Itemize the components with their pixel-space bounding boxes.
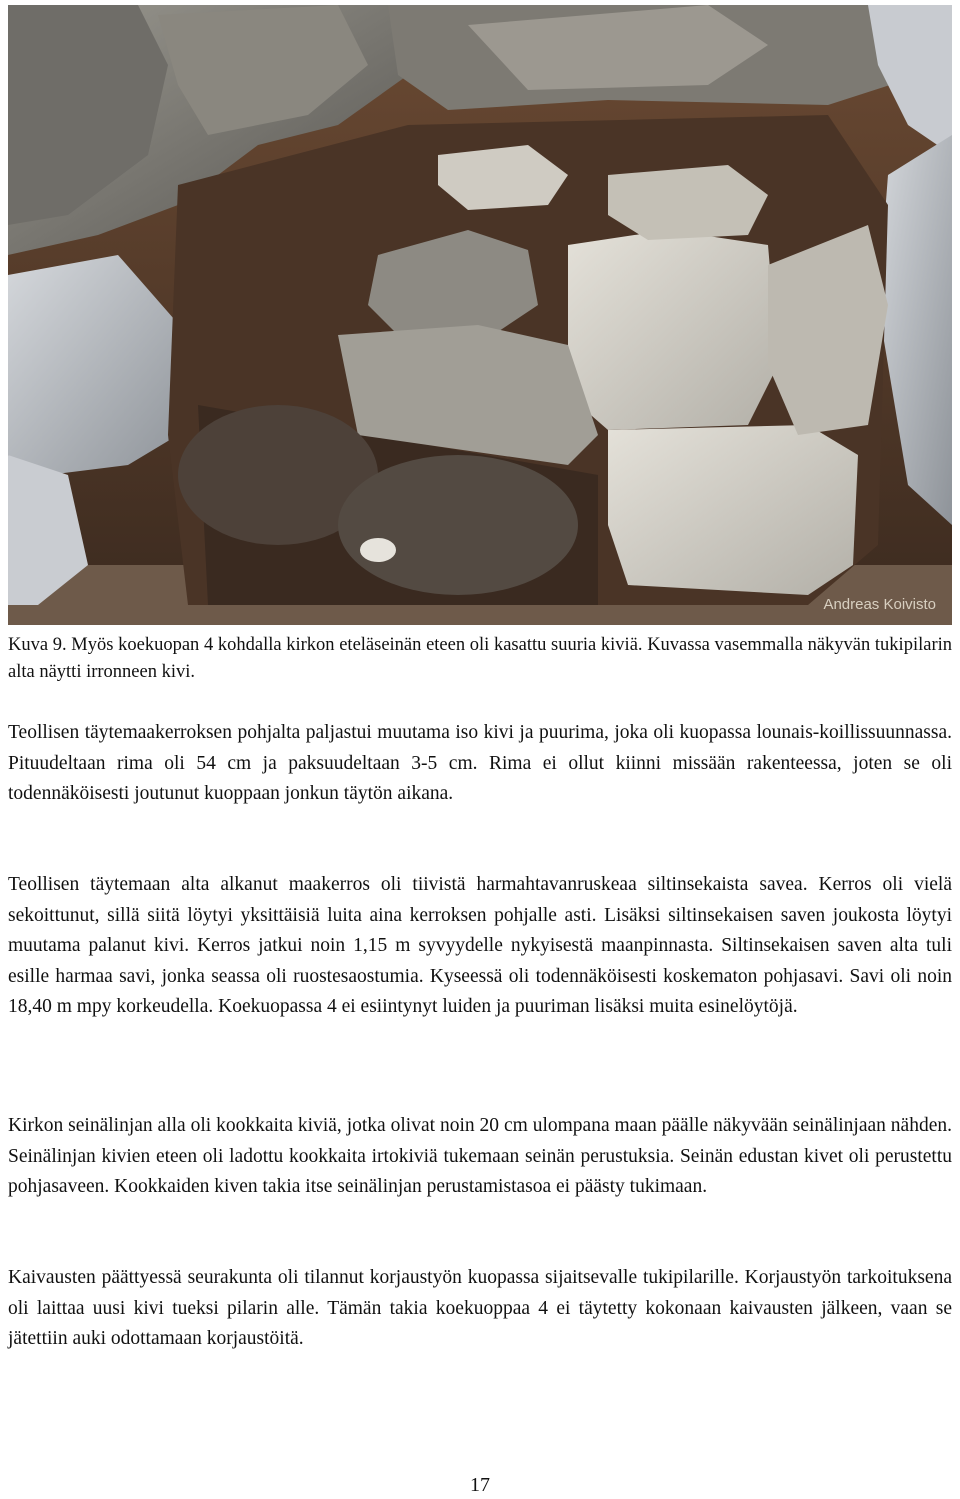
paragraph-4 (8, 1263, 952, 1355)
figure-caption: Kuva 9. Myös koekuopan 4 kohdalla kirkon eteläseinän eteen oli kasattu suuria kiviä. Kuvassa vasemmalla näkyvän tukipilarin alta näytti irronneen kivi. (8, 635, 952, 682)
paragraph-text: Teollisen täytemaakerroksen pohjalta paljastui muutama iso kivi ja puurima, joka oli kuopassa lounais-koillissuunnassa. Pituudeltaan rima oli 54 cm ja paksuudeltaan 3-5 cm. Rima ei ollut kiinni missään rakenteessa, joten se oli todennäköisesti joutunut kuoppaan jonkun täytön aikana. (8, 722, 952, 804)
paragraph-1 (8, 718, 952, 810)
page-number: 17 (470, 1474, 490, 1496)
paragraph-text: Kaivausten päättyessä seurakunta oli tilannut korjaustyön kuopassa sijaitsevalle tukipilarille. Korjaustyön tarkoituksena oli laittaa uusi kivi tueksi pilarin alle. Tämän takia koekuoppaa 4 ei täytetty kokonaan kaivausten jälkeen, vaan se jätettiin auki odottamaan korjaustöitä. (8, 1267, 952, 1349)
paragraph-3 (8, 1111, 952, 1203)
excavation-photo-drawing (8, 5, 952, 625)
photo-credit: Andreas Koivisto (823, 596, 936, 613)
paragraph-text: Kirkon seinälinjan alla oli kookkaita kiviä, jotka olivat noin 20 cm ulompana maan päälle näkyvään seinälinjaan nähden. Seinälinjan kivien eteen oli ladottu kookkaita irtokiviä tukemaan seinän perustuksia. Seinän edustan kivet oli perustettu pohjasaveen. Kookkaiden kiven takia itse seinälinjan perustamistasoa ei päästy tukimaan. (8, 1115, 952, 1197)
paragraph-text: Teollisen täytemaan alta alkanut maakerros oli tiivistä harmahtavanruskeaa siltinsekaista savea. Kerros oli vielä sekoittunut, sillä siitä löytyi yksittäisiä luita aina kerroksen pohjalle asti. Lisäksi siltinsekaisen saven joukosta löytyi muutama palanut kivi. Kerros jatkui noin 1,15 m syvyydelle nykyisestä maanpinnasta. Siltinsekaisen saven alta tuli esille harmaa savi, jonka seassa oli ruostesaostumia. Kyseessä oli todennäköisesti koskematon pohjasavi. Savi oli noin 18,40 m mpy korkeudella. Koekuopassa 4 ei esiintynyt luiden ja puuriman lisäksi muita esinelöytöjä. (8, 874, 952, 1017)
paragraph-2 (8, 870, 952, 1023)
excavation-photo (8, 5, 952, 625)
